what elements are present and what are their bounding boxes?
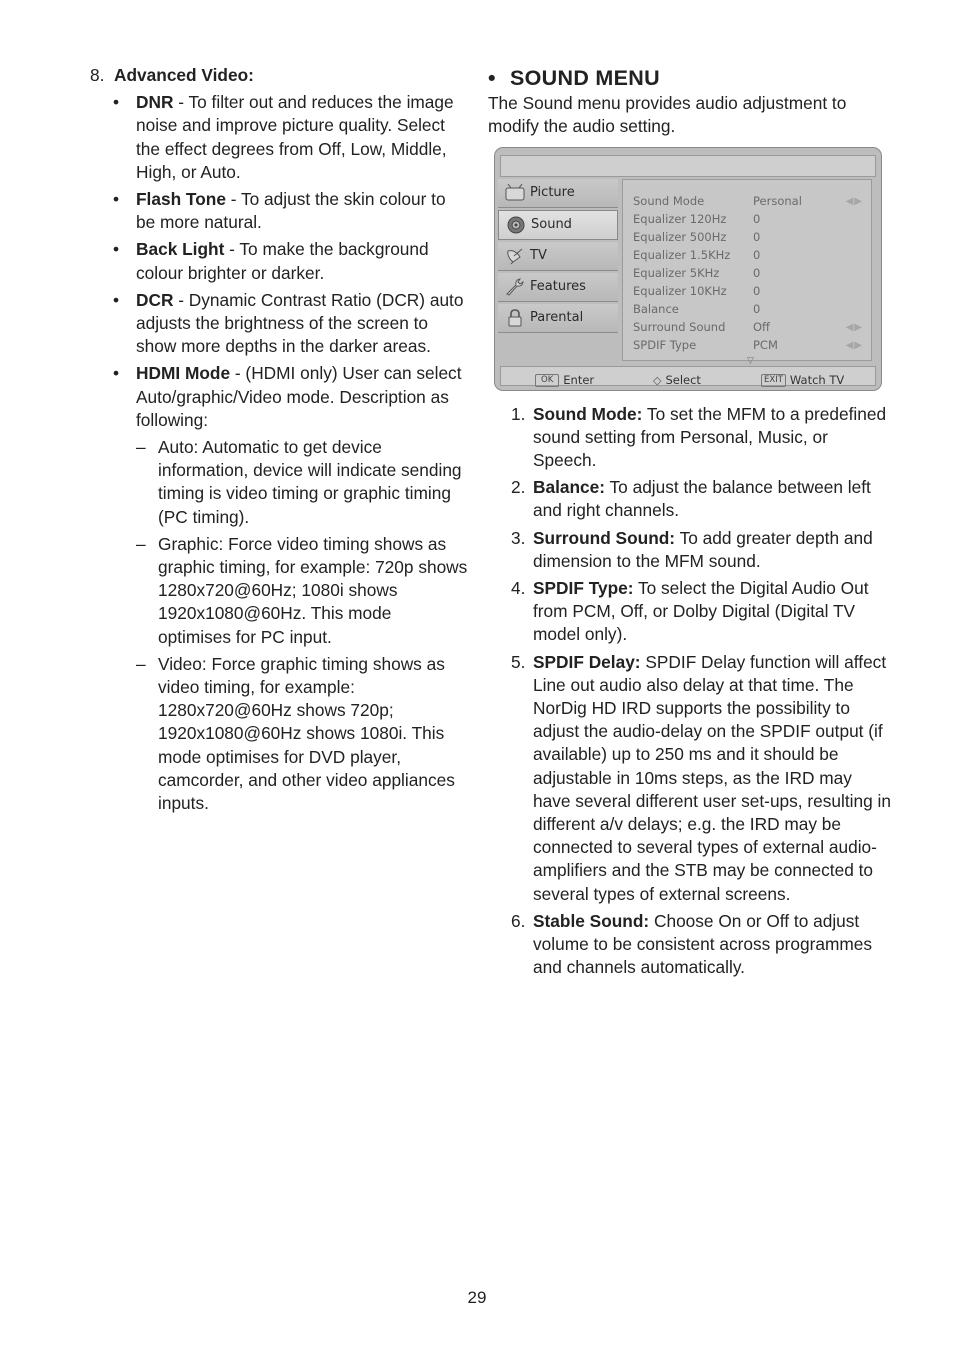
- setting-value: Personal: [753, 193, 802, 208]
- osd-row-eq-5khz[interactable]: [633, 262, 869, 280]
- satellite-icon: [504, 247, 526, 265]
- setting-value: Off: [753, 319, 770, 334]
- bullet-term: Back Light: [136, 239, 225, 260]
- osd-row-eq-120hz[interactable]: [633, 208, 869, 226]
- setting-label: SPDIF Type: [633, 337, 697, 352]
- exit-key-icon: EXIT: [761, 374, 786, 387]
- osd-row-balance[interactable]: [633, 298, 869, 316]
- item-text: Choose On or Off to adjust volume to be consistent across programmes and channels automatically.: [533, 910, 873, 978]
- setting-value: 0: [753, 211, 761, 226]
- bullet-text: - (HDMI only) User can select Auto/graphic/Video mode. Description as following:: [136, 363, 462, 430]
- setting-value: 0: [753, 229, 761, 244]
- item-number: 4.: [511, 578, 526, 599]
- osd-menu-label: Features: [530, 279, 586, 294]
- item-text: To adjust the balance between left and right channels.: [533, 477, 871, 521]
- hdmi-mode-options: [136, 436, 468, 815]
- bullet-text: - Dynamic Contrast Ratio (DCR) auto adjusts the brightness of the screen to show more depths in the darker areas.: [136, 289, 464, 357]
- bullet-back-light: [136, 238, 468, 284]
- osd-row-eq-10khz[interactable]: [633, 280, 869, 298]
- osd-menu-parental[interactable]: [498, 304, 618, 333]
- osd-row-surround-sound[interactable]: [633, 316, 869, 334]
- osd-row-sound-mode[interactable]: [633, 190, 869, 208]
- bullet-term: HDMI Mode: [136, 363, 231, 384]
- footer-exit: [761, 369, 844, 392]
- dash-item-graphic: – Graphic: Force video timing shows as graphic timing, for example: 720p shows 1280x720@60Hz; 1080i shows 1920x1080@60Hz. This mode optimises for PC input.: [158, 533, 468, 649]
- footer-exit-label: Watch TV: [789, 372, 845, 387]
- left-right-arrows-icon: ◀▶: [845, 339, 863, 351]
- osd-row-eq-500hz[interactable]: [633, 226, 869, 244]
- footer-enter: [535, 369, 594, 392]
- footer-enter-label: Enter: [563, 372, 595, 387]
- bullet-dnr: [136, 91, 468, 184]
- bullet-text: - To make the background colour brighter or darker.: [136, 239, 429, 283]
- lock-icon: [504, 309, 526, 327]
- list-item-surround-sound: [511, 527, 892, 573]
- osd-menu-features[interactable]: [498, 273, 618, 302]
- advanced-video-list: [90, 91, 468, 815]
- bullet-dcr: [136, 289, 468, 359]
- setting-value: 0: [753, 283, 761, 298]
- advanced-video-heading: [90, 64, 468, 87]
- scroll-down-icon[interactable]: ▽: [747, 355, 754, 366]
- item-term: SPDIF Delay:: [533, 651, 641, 672]
- page-number: 29: [467, 1288, 487, 1307]
- list-item-stable-sound: [511, 910, 892, 980]
- list-item-sound-mode: [511, 403, 892, 473]
- left-right-arrows-icon: ◀▶: [845, 195, 863, 207]
- left-column: [90, 64, 468, 819]
- item-text: To add greater depth and dimension to the MFM sound.: [533, 527, 873, 571]
- setting-value: 0: [753, 247, 761, 262]
- osd-settings-panel: [622, 179, 872, 366]
- sound-menu-screenshot: [494, 147, 882, 391]
- setting-label: Equalizer 500Hz: [633, 229, 727, 244]
- item-number: 6.: [511, 910, 526, 931]
- item-number: 5.: [511, 651, 526, 672]
- footer-select: [653, 369, 701, 392]
- list-item-spdif-type: [511, 577, 892, 647]
- setting-label: Sound Mode: [633, 193, 705, 208]
- osd-title-bar: [500, 155, 876, 177]
- item-title: Advanced Video:: [114, 65, 254, 85]
- sound-menu-heading: [488, 67, 892, 90]
- osd-menu-tv[interactable]: [498, 242, 618, 271]
- item-number: 2.: [511, 477, 526, 498]
- osd-menu-list: [498, 179, 618, 335]
- item-text: To select the Digital Audio Out from PCM, Off, or Dolby Digital (Digital TV model only).: [533, 578, 869, 645]
- bullet-text: - To filter out and reduces the image noise and improve picture quality. Select the effect degrees from Off, Low, Middle, High, or Auto.: [136, 92, 454, 182]
- setting-label: Balance: [633, 301, 679, 316]
- setting-value: 0: [753, 265, 761, 280]
- osd-menu-label: Parental: [530, 310, 584, 325]
- osd-menu-label: Picture: [530, 185, 575, 200]
- sound-options-list: [488, 403, 892, 980]
- setting-label: Equalizer 1.5KHz: [633, 247, 731, 262]
- item-number: 1.: [511, 403, 526, 424]
- left-right-arrows-icon: ◀▶: [845, 321, 863, 333]
- osd-footer-bar: [500, 366, 876, 386]
- dash-item-video: – Video: Force graphic timing shows as video timing, for example: 1280x720@60Hz shows 720p; 1920x1080@60Hz shows 1080i. This mode optimises for DVD player, camcorder, and other video appliances inputs.: [158, 653, 468, 815]
- navigation-arrows-icon: ◇: [653, 373, 662, 387]
- item-number: 8.: [90, 65, 105, 85]
- bullet-flash-tone: [136, 188, 468, 234]
- osd-menu-label: TV: [530, 248, 547, 263]
- item-term: Sound Mode:: [533, 403, 643, 424]
- item-text: SPDIF Delay function will affect Line out audio also delay at that time. The NorDig HD IRD supports the possibility to adjust the audio-delay on the SPDIF output (if available) up to 250 ms and it should be adjustable in 10ms steps, as the IRD may have several different user set-ups, resulting in different a/v delays; e.g. the IRD may be connected to several types of external audio-amplifiers and the STB may be connected to several types of external screens.: [533, 651, 891, 904]
- item-term: Surround Sound:: [533, 527, 676, 548]
- setting-label: Surround Sound: [633, 319, 726, 334]
- bullet-term: Flash Tone: [136, 189, 226, 210]
- right-column: [488, 64, 892, 983]
- ok-key-icon: OK: [535, 374, 559, 387]
- item-number: 3.: [511, 527, 526, 548]
- osd-menu-label: Sound: [531, 217, 572, 232]
- setting-label: Equalizer 10KHz: [633, 283, 727, 298]
- osd-row-eq-1-5khz[interactable]: [633, 244, 869, 262]
- dash-item-auto: – Auto: Automatic to get device information, device will indicate sending timing is video timing or graphic timing (PC timing).: [158, 436, 468, 529]
- list-item-spdif-delay: [511, 651, 892, 906]
- heading-bullet: •: [488, 66, 496, 90]
- setting-value: 0: [753, 301, 761, 316]
- speaker-icon: [505, 216, 527, 234]
- item-term: SPDIF Type:: [533, 578, 634, 599]
- tv-icon: [504, 184, 526, 202]
- osd-menu-sound[interactable]: [498, 210, 618, 240]
- bullet-text: - To adjust the skin colour to be more natural.: [136, 189, 446, 233]
- item-term: Stable Sound:: [533, 910, 650, 931]
- osd-menu-picture[interactable]: [498, 179, 618, 208]
- bullet-hdmi-mode: [136, 362, 468, 815]
- list-item-balance: [511, 476, 892, 522]
- wrench-icon: [504, 278, 526, 296]
- setting-value: PCM: [753, 337, 778, 352]
- item-term: Balance:: [533, 477, 606, 498]
- footer-select-label: Select: [665, 372, 701, 387]
- setting-label: Equalizer 120Hz: [633, 211, 727, 226]
- bullet-term: DCR: [136, 289, 174, 310]
- section-title: SOUND MENU: [510, 66, 660, 90]
- intro-paragraph: The Sound menu provides audio adjustment to modify the audio setting.: [488, 93, 847, 137]
- bullet-term: DNR: [136, 92, 174, 113]
- item-text: To set the MFM to a predefined sound setting from Personal, Music, or Speech.: [533, 403, 887, 471]
- setting-label: Equalizer 5KHz: [633, 265, 720, 280]
